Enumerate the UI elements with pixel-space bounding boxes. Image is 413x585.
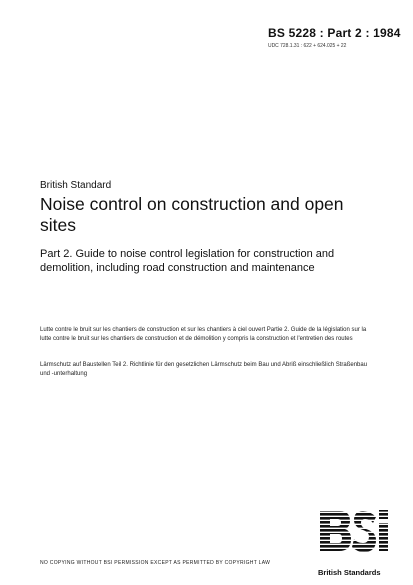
french-title: Lutte contre le bruit sur les chantiers de construction et sur les chantiers à ciel ouvert Partie 2. Guide de la législation sur la lutte contre le bruit sur les chantiers de construction et de démolition y compris la construction et l'entretien des routes bbox=[40, 327, 367, 342]
document-title: Noise control on construction and open sites bbox=[40, 194, 344, 235]
bsi-logo-icon bbox=[318, 505, 390, 555]
document-subtitle: Part 2. Guide to noise control legislation for construction and demolition, including road construction and maintenance bbox=[40, 248, 335, 274]
series-label: British Standard bbox=[40, 180, 112, 191]
german-title: Lärmschutz auf Baustellen Teil 2. Richtlinie für den gesetzlichen Lärmschutz beim Bau und Abriß einschließlich Straßenbau und -unterhaltung bbox=[40, 362, 368, 377]
bsi-logo-label: British Standards bbox=[318, 568, 381, 577]
standard-number: BS 5228 : Part 2 : 1984 bbox=[268, 26, 401, 40]
udc-code: UDC 728.1.31 : 622 + 624.025 + 22 bbox=[268, 43, 347, 49]
copyright-notice: NO COPYING WITHOUT BSI PERMISSION EXCEPT AS PERMITTED BY COPYRIGHT LAW bbox=[40, 560, 271, 566]
